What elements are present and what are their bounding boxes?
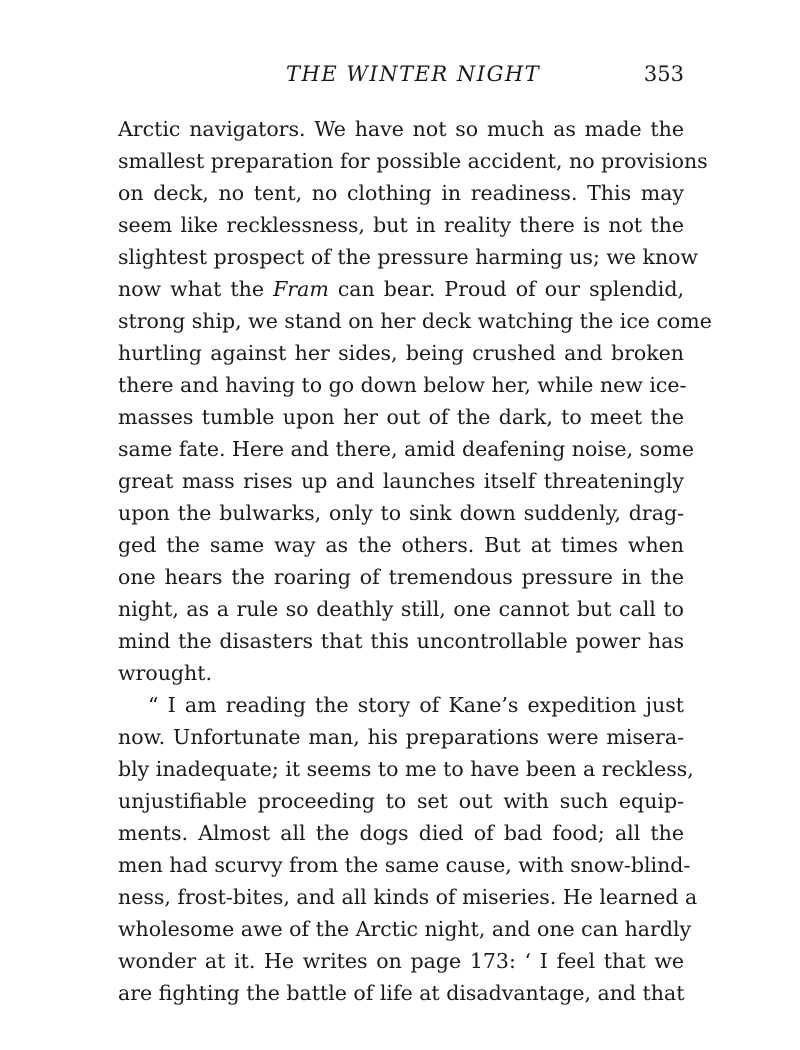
text-line: wonder at it. He writes on page 173: ‘ I feel that we	[118, 949, 684, 973]
text-line: slightest prospect of the pressure harming us; we know	[118, 245, 699, 269]
text-line: ments. Almost all the dogs died of bad food; all the	[118, 821, 684, 845]
text-line: night, as a rule so deathly still, one cannot but call to	[118, 597, 684, 621]
text-line: ness, frost-bites, and all kinds of miseries. He learned a	[118, 885, 698, 909]
text-line: ged the same way as the others. But at times when	[118, 533, 684, 557]
text-segment: can bear. Proud of our splendid,	[328, 277, 684, 301]
text-line: men had scurvy from the same cause, with snow-blind-	[118, 853, 691, 877]
text-segment: now what the	[118, 277, 274, 301]
text-line: bly inadequate; it seems to me to have been a reckless,	[118, 757, 694, 781]
running-title: THE WINTER NIGHT	[286, 62, 541, 86]
paragraph-end-line: wrought.	[118, 661, 212, 685]
text-line: seem like recklessness, but in reality there is not the	[118, 213, 684, 237]
text-line: there and having to go down below her, while new ice-	[118, 373, 687, 397]
text-line: unjustifiable proceeding to set out with such equip-	[118, 789, 684, 813]
paragraph-start-line: “ I am reading the story of Kane’s expedition just	[148, 693, 684, 717]
page-number: 353	[643, 62, 684, 86]
text-line: now. Unfortunate man, his preparations were misera-	[118, 725, 684, 749]
running-head	[118, 62, 684, 90]
text-line: are fighting the battle of life at disadvantage, and that	[118, 981, 685, 1005]
text-line: smallest preparation for possible accident, no provisions	[118, 149, 708, 173]
text-line: one hears the roaring of tremendous pressure in the	[118, 565, 684, 589]
text-line: upon the bulwarks, only to sink down suddenly, drag-	[118, 501, 684, 525]
text-line: great mass rises up and launches itself threateningly	[118, 469, 684, 493]
text-line	[118, 273, 684, 305]
text-line: on deck, no tent, no clothing in readiness. This may	[118, 181, 684, 205]
text-line: hurtling against her sides, being crushed and broken	[118, 341, 684, 365]
text-line: masses tumble upon her out of the dark, to meet the	[118, 405, 684, 429]
text-line: wholesome awe of the Arctic night, and one can hardly	[118, 917, 692, 941]
text-line: Arctic navigators. We have not so much as made the	[118, 117, 684, 141]
ship-name-italic: Fram	[273, 277, 329, 301]
text-line: mind the disasters that this uncontrollable power has	[118, 629, 684, 653]
body-text	[118, 113, 712, 1009]
text-line: strong ship, we stand on her deck watching the ice come	[118, 309, 712, 333]
text-line: same fate. Here and there, amid deafening noise, some	[118, 437, 694, 461]
